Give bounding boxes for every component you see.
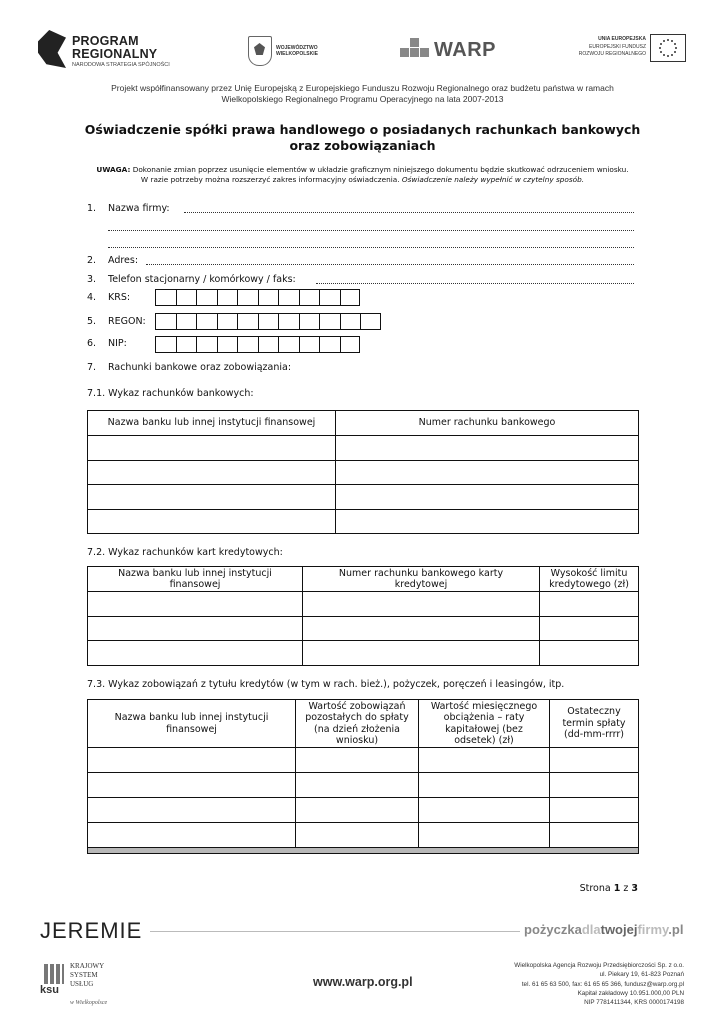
table-cell[interactable] <box>88 436 336 461</box>
address-line: Kapitał zakładowy 10.951.000,00 PLN <box>577 989 684 997</box>
header-line: kapitałowej (bez <box>445 723 523 735</box>
table-row <box>88 773 639 798</box>
eu-star-icon <box>671 54 673 56</box>
header-line: finansowej <box>166 723 217 735</box>
table-cell[interactable] <box>88 461 336 485</box>
address-line[interactable] <box>146 264 634 265</box>
table-cell[interactable] <box>296 773 419 798</box>
table-cell[interactable] <box>550 798 639 823</box>
notice-text1: Dokonanie zmian poprzez usunięcie elementów w układzie graficznym niniejszego dokumentu będzie skutkować odrzuceniem wniosku. <box>130 165 629 174</box>
table-cell[interactable] <box>303 641 540 666</box>
field-number: 2. <box>87 255 97 266</box>
table-cell[interactable] <box>419 748 550 773</box>
ksu-line: KRAJOWY <box>70 962 105 970</box>
table-header <box>419 700 550 748</box>
table-cell[interactable] <box>88 823 296 848</box>
eu-star-icon <box>663 40 665 42</box>
header-line: wniosku) <box>335 735 379 746</box>
eu-star-icon <box>659 47 661 49</box>
warp-address <box>480 961 684 1007</box>
table-summary-cell <box>88 848 639 854</box>
ksu-abbr: ksu <box>40 984 59 996</box>
company-name-line-2[interactable] <box>108 230 634 231</box>
liabilities-table <box>87 699 639 854</box>
program-line3: NARODOWA STRATEGIA SPÓJNOŚCI <box>72 62 170 68</box>
eu-star-icon <box>674 51 676 53</box>
notice-text2: W razie potrzeby można rozszerzyć zakres informacyjny oświadczenia. <box>140 175 402 184</box>
table-cell[interactable] <box>540 592 639 617</box>
header-line: kredytowej <box>394 579 448 590</box>
eu-flag-icon <box>650 34 686 62</box>
table-cell[interactable] <box>88 798 296 823</box>
wlkp-line2: WIELKOPOLSKIE <box>276 51 318 57</box>
address-line: ul. Piekary 19, 61-823 Poznań <box>599 971 684 979</box>
table-row <box>88 617 639 641</box>
warp-square-icon <box>410 48 419 57</box>
table-header: Numer rachunku bankowego <box>336 411 639 436</box>
table-cell[interactable] <box>419 773 550 798</box>
section-72-heading: 7.2. Wykaz rachunków kart kredytowych: <box>87 547 283 558</box>
ksu-grid-icon <box>44 964 64 984</box>
field-label: KRS: <box>108 292 131 303</box>
address-line: tel. 61 65 63 500, fax: 61 65 65 366, fundusz@warp.org.pl <box>521 980 684 988</box>
notice-text2-italic: Oświadczenie należy wypełnić w czytelny sposób. <box>401 175 585 184</box>
field-number: 5. <box>87 316 97 327</box>
table-summary-row <box>88 848 639 854</box>
document-title <box>60 122 665 154</box>
section-71-heading: 7.1. Wykaz rachunków bankowych: <box>87 388 254 399</box>
pozyczka-part: firmy <box>637 922 669 937</box>
table-header <box>296 700 419 748</box>
header-line: finansowej <box>169 579 221 590</box>
pozyczka-part: pożyczka <box>524 922 582 937</box>
header-line: Ostateczny <box>567 706 621 718</box>
company-name-line-3[interactable] <box>108 247 634 248</box>
table-header <box>540 567 639 592</box>
header-line: Wysokość limitu <box>550 567 628 579</box>
pozyczka-logo <box>524 922 683 937</box>
header-line: Nazwa banku lub innej instytucji <box>118 567 272 579</box>
header-line: Nazwa banku lub innej instytucji <box>114 712 269 723</box>
pozyczka-part: twojej <box>600 922 638 937</box>
header-line: obciążenia – raty <box>443 712 525 723</box>
eu-star-icon <box>667 55 669 57</box>
section-73-heading: 7.3. Wykaz zobowiązań z tytułu kredytów (w tym w rach. bież.), pożyczek, poręczeń i leasingów, itp. <box>87 679 565 690</box>
table-cell[interactable] <box>336 436 639 461</box>
field-number: 1. <box>87 203 97 214</box>
table-row <box>88 510 639 534</box>
warp-logo <box>400 36 500 66</box>
address-line: Wielkopolska Agencja Rozwoju Przedsiębiorczości Sp. z o.o. <box>514 962 684 969</box>
table-cell[interactable] <box>550 748 639 773</box>
ksu-sub: w Wielkopolsce <box>70 1000 108 1006</box>
field-number: 6. <box>87 338 97 349</box>
table-cell[interactable] <box>88 592 303 617</box>
header-line: termin spłaty <box>562 717 626 729</box>
table-cell[interactable] <box>336 461 639 485</box>
wielkopolskie-logo <box>248 36 328 66</box>
table-row <box>88 798 639 823</box>
header-line: Wartość zobowiązań <box>308 700 406 712</box>
table-cell[interactable] <box>336 510 639 534</box>
eu-star-icon <box>671 40 673 42</box>
table-cell[interactable] <box>296 798 419 823</box>
project-line2: Wielkopolskiego Regionalnego Programu Operacyjnego na lata 2007-2013 <box>221 94 504 104</box>
header-line: (na dzień złożenia <box>314 723 400 735</box>
table-row <box>88 436 639 461</box>
warp-square-icon <box>420 48 429 57</box>
eu-logo <box>580 34 686 66</box>
title-line2: oraz zobowiązaniach <box>289 138 436 153</box>
jeremie-logo: JEREMIE <box>40 918 143 943</box>
table-row <box>88 485 639 510</box>
eu-line2: EUROPEJSKI FUNDUSZ <box>589 44 646 50</box>
ksu-line: SYSTEM <box>70 971 98 979</box>
field-number: 3. <box>87 274 97 285</box>
program-line2: REGIONALNY <box>72 47 158 61</box>
table-header: Nazwa banku lub innej instytucji finansowej <box>88 411 336 436</box>
company-name-line-1[interactable] <box>184 212 634 213</box>
field-label: Rachunki bankowe oraz zobowiązania: <box>108 362 292 373</box>
eu-line3: ROZWOJU REGIONALNEGO <box>578 51 646 57</box>
warp-url-link[interactable]: www.warp.org.pl <box>313 975 413 989</box>
credit-cards-table <box>87 566 639 666</box>
field-number: 7. <box>87 362 97 373</box>
field-label: Telefon stacjonarny / komórkowy / faks: <box>108 274 296 285</box>
footer-divider <box>150 931 520 932</box>
pozyczka-part: .pl <box>668 922 684 937</box>
eagle-crest-icon <box>248 36 272 66</box>
table-cell[interactable] <box>550 773 639 798</box>
table-header <box>303 567 540 592</box>
program-line1: PROGRAM <box>72 34 139 48</box>
table-cell[interactable] <box>336 485 639 510</box>
warp-square-icon <box>410 38 419 47</box>
table-cell[interactable] <box>88 617 303 641</box>
table-cell[interactable] <box>550 823 639 848</box>
pozyczka-part: dla <box>581 922 601 937</box>
eu-star-icon <box>660 51 662 53</box>
table-cell[interactable] <box>88 485 336 510</box>
address-line: NIP 7781411344, KRS 0000174198 <box>584 999 684 1007</box>
ksu-line: USŁUG <box>70 980 94 988</box>
header-line: kredytowego (zł) <box>549 579 629 590</box>
field-number: 4. <box>87 292 97 303</box>
table-cell[interactable] <box>296 823 419 848</box>
warp-square-icon <box>400 48 409 57</box>
eu-star-icon <box>663 54 665 56</box>
page-mid: z <box>620 883 632 894</box>
project-funding-note <box>40 83 685 105</box>
header-line: (dd-mm-rrrr) <box>564 729 624 741</box>
table-cell[interactable] <box>419 798 550 823</box>
eu-star-icon <box>675 47 677 49</box>
eu-star-icon <box>660 43 662 45</box>
table-header <box>88 700 296 748</box>
krs-boxes[interactable] <box>155 289 360 307</box>
notice-label: UWAGA: <box>96 165 131 174</box>
ksu-logo <box>40 962 130 1014</box>
field-label: NIP: <box>108 338 127 349</box>
table-row <box>88 748 639 773</box>
page-current: 1 <box>613 883 621 894</box>
regon-boxes[interactable] <box>155 313 381 331</box>
table-cell[interactable] <box>303 592 540 617</box>
table-cell[interactable] <box>419 823 550 848</box>
notice <box>70 165 655 185</box>
header-line: pozostałych do spłaty <box>305 712 409 723</box>
table-cell[interactable] <box>540 617 639 641</box>
header-line: odsetek) (zł) <box>454 735 514 746</box>
table-header <box>550 700 639 748</box>
table-cell[interactable] <box>88 773 296 798</box>
bank-accounts-table <box>87 410 639 534</box>
table-row <box>88 823 639 848</box>
table-cell[interactable] <box>88 748 296 773</box>
table-cell[interactable] <box>296 748 419 773</box>
table-cell[interactable] <box>303 617 540 641</box>
table-row <box>88 592 639 617</box>
field-label: Nazwa firmy: <box>108 203 170 214</box>
ksu-text <box>70 962 104 989</box>
nip-boxes[interactable] <box>155 336 360 354</box>
header-line: Wartość miesięcznego <box>430 700 538 712</box>
table-header <box>88 567 303 592</box>
header-line: Numer rachunku bankowego karty <box>338 567 504 579</box>
eu-star-icon <box>674 43 676 45</box>
program-regionalny-logo <box>38 30 178 74</box>
field-label: REGON: <box>108 316 146 327</box>
eu-line1: UNIA EUROPEJSKA <box>598 36 646 42</box>
page-number <box>560 883 638 894</box>
phone-line[interactable] <box>316 283 634 284</box>
table-cell[interactable] <box>540 641 639 666</box>
title-line1: Oświadczenie spółki prawa handlowego o posiadanych rachunkach bankowych <box>84 122 641 137</box>
table-row <box>88 461 639 485</box>
eu-star-icon <box>667 39 669 41</box>
warp-text: WARP <box>434 39 496 61</box>
program-regionalny-mark-icon <box>38 30 66 68</box>
table-cell[interactable] <box>88 510 336 534</box>
page-total: 3 <box>631 883 638 894</box>
table-cell[interactable] <box>88 641 303 666</box>
field-label: Adres: <box>108 255 139 266</box>
table-row <box>88 641 639 666</box>
project-line1: Projekt współfinansowany przez Unię Europejską z Europejskiego Funduszu Rozwoju Regionalnego oraz budżetu państwa w ramach <box>111 83 614 93</box>
page-prefix: Strona <box>579 883 614 894</box>
wlkp-line1: WOJEWÓDZTWO <box>276 45 318 51</box>
